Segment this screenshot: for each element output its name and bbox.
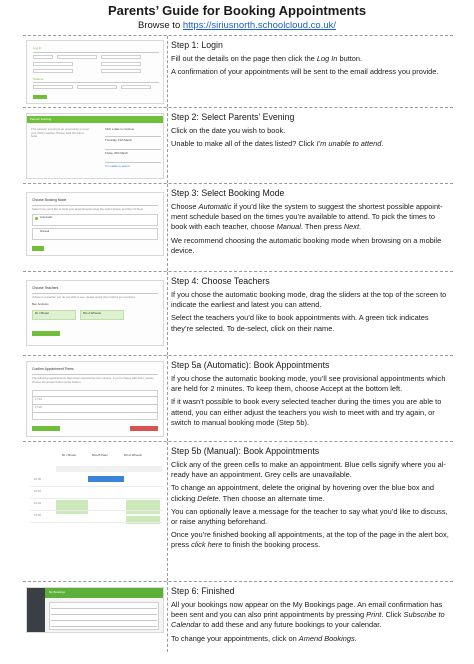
login-screenshot: Log In Student (26, 40, 164, 104)
emphasis-text: Automatic (198, 202, 232, 211)
step-paragraph: All your bookings now appear on the My Bookings page. An email confirmation has been sent and you can also print appointments by pressing Print. Click Subscribe to Calendar to add these and any future bookings to your calendar. (171, 600, 445, 630)
emphasis-text: Print (366, 610, 382, 620)
step-book-automatic (23, 356, 453, 442)
step-booking-mode-text (171, 188, 450, 259)
step-book-manual-text (171, 446, 450, 554)
step-paragraph: To change an appointment, delete the original by hovering over the blue box and clicking Delete. Then choose an alternate time. (171, 483, 434, 503)
step-paragraph: If you chose the automatic booking mode, drag the sliders at the top of the screen to indicate the earliest and latest you can attend. (171, 290, 447, 310)
step-book-manual (23, 442, 453, 582)
step-finished (23, 582, 453, 652)
emphasis-text: I’m unable to attend (316, 139, 382, 149)
step-paragraph: Fill out the details on the page then click the Log In button. (171, 54, 363, 63)
step-finished-text (171, 586, 450, 647)
browse-prefix: Browse to (137, 20, 183, 31)
step-paragraph: Once you’re finished booking all appointments, at the top of the page in the alert box, press click here to finish the booking process. (171, 530, 449, 550)
emphasis-text: Delete (197, 493, 219, 503)
booking-mode-screenshot: Choose Booking Mode Select how you'd like to book your appointments using the option below, and then hit Next. Automatic Manual (26, 192, 164, 256)
emphasis-text: Log In (316, 54, 338, 63)
emphasis-text: Amend Bookings (298, 633, 355, 643)
step-paragraph: We recommend choosing the automatic booking mode when browsing on a mobile device. (171, 235, 442, 255)
step-title: Step 2: Select Parents’ Evening (171, 112, 295, 122)
emphasis-text: Manual (276, 222, 301, 232)
step-login (23, 36, 453, 108)
step-title: Step 6: Finished (171, 586, 235, 596)
book-automatic-screenshot: Confirm Appointment Times The following appointments have been reserved for two minutes. If you're happy with them, please choose the Accept button at the bottom. 17:10 17:20 (26, 361, 164, 437)
school-cloud-link[interactable]: https://siriusnorth.schoolcloud.co.uk/ (182, 20, 337, 31)
step-paragraph: Unable to make all of the dates listed? Click I’m unable to attend. (171, 139, 384, 149)
emphasis-text: Subscribe to Calendar (171, 610, 445, 630)
step-choose-teachers (23, 272, 453, 356)
step-paragraph: Click any of the green cells to make an appointment. Blue cells signify where you al-ready have an appointment. Grey cells are unavailable. (171, 460, 446, 480)
step-title: Step 5b (Manual): Book Appointments (171, 446, 320, 456)
step-paragraph: If it wasn’t possible to book every selected teacher during the times you are able to attend, you can either adjust the teachers you wish to meet with and try again, or switch to manual booking mode (Step 5b). (171, 397, 442, 427)
browse-line (0, 19, 474, 32)
step-title: Step 3: Select Booking Mode (171, 188, 285, 198)
emphasis-text: Next (343, 222, 360, 232)
step-choose-teachers-text (171, 276, 450, 337)
step-select-evening-text (171, 112, 450, 152)
document-header (0, 0, 474, 32)
step-paragraph: Select the teachers you’d like to book appointments with. A green tick indicates they’re selected. To de-select, click on their name. (171, 313, 429, 333)
step-book-automatic-text (171, 360, 450, 431)
select-evening-screenshot: Parents' Evening This parents' evening is an opportunity to meet your child's teacher. Please click the link to book Click a date to continue Thursday, 19th March Friday, 20th March I'm unable to attend (26, 113, 164, 179)
book-manual-screenshot: Mr J Brown Miss B Patel Mrs A Wheeler 16:00 16:10 16:20 16:30 (26, 450, 164, 538)
step-paragraph: Choose Automatic if you’d like the system to suggest the shortest possible appoint-ment schedule based on the times you’re available to attend. To pick the times to book with each teacher, choose Manual. Then press Next. (171, 202, 443, 232)
step-login-text (171, 40, 450, 80)
emphasis-text: click here (191, 540, 223, 550)
step-paragraph: Click on the date you wish to book. (171, 126, 286, 135)
step-select-evening (23, 108, 453, 184)
step-title: Step 5a (Automatic): Book Appointments (171, 360, 330, 370)
step-paragraph: To change your appointments, click on Amend Bookings. (171, 633, 357, 643)
step-title: Step 4: Choose Teachers (171, 276, 270, 286)
step-paragraph: A confirmation of your appointments will be sent to the email address you provide. (171, 67, 439, 77)
step-paragraph: If you chose the automatic booking mode, you’ll see provisional appointments which are held for 2 minutes. To keep them, choose Accept at the bottom left. (171, 374, 446, 394)
step-paragraph: You can optionally leave a message for the teacher to say what you’d like to discuss, or raise anything beforehand. (171, 506, 448, 527)
step-booking-mode (23, 184, 453, 272)
steps-table (23, 35, 453, 652)
my-bookings-screenshot: My Bookings (26, 587, 164, 633)
choose-teachers-screenshot: Choose Teachers If there is a teacher you do not wish to see, please untick them before you continue. Ben Andrews Mr J Brown Mrs A Wheeler (26, 280, 164, 346)
document-title: Parents’ Guide for Booking Appointments (107, 3, 367, 18)
step-title: Step 1: Login (171, 40, 223, 50)
